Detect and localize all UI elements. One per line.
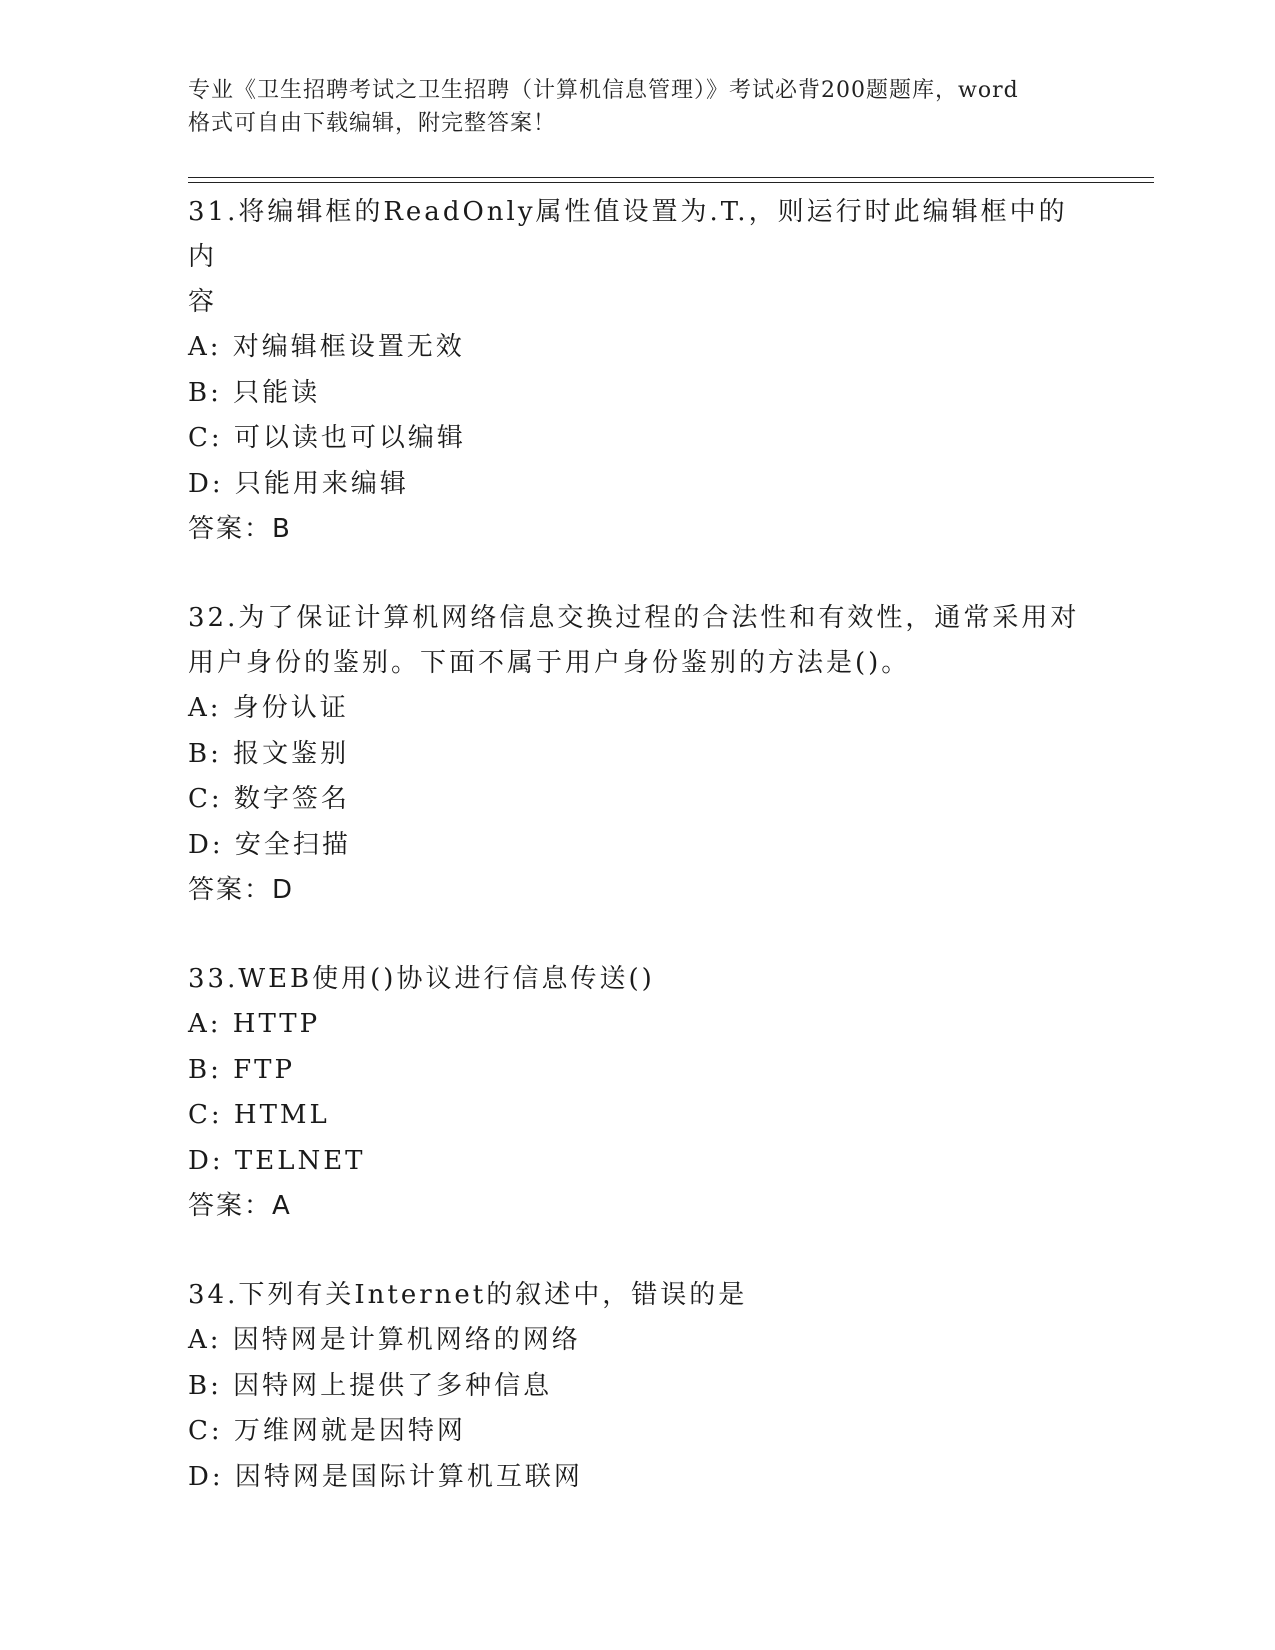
option-b: B: 报文鉴别: [188, 738, 350, 769]
option-a: A: 对编辑框设置无效: [188, 332, 465, 362]
answer: 答案：A: [188, 1191, 292, 1221]
question-stem: 34.下列有关Internet的叙述中，错误的是: [188, 1280, 748, 1310]
option-c: C: 数字签名: [188, 784, 350, 814]
option-a: A: 身份认证: [188, 693, 349, 723]
option-d: D: TELNET: [188, 1145, 366, 1176]
header-line-1: 专业《卫生招聘考试之卫生招聘（计算机信息管理）》考试必背200题题库，word: [188, 78, 1019, 103]
option-b: B: 因特网上提供了多种信息: [188, 1370, 553, 1401]
option-b: B: 只能读: [188, 377, 321, 408]
question-stem: 33.WEB使用()协议进行信息传送(): [188, 964, 655, 994]
option-d: D: 安全扫描: [188, 829, 351, 860]
question-34: [188, 1273, 1088, 1500]
question-32: [188, 596, 1088, 913]
header-line-2: 格式可自由下载编辑，附完整答案！: [188, 111, 557, 136]
answer: 答案：D: [188, 875, 295, 905]
option-c: C: 可以读也可以编辑: [188, 423, 466, 453]
question-stem-continued: 容: [188, 287, 218, 317]
option-c: C: HTML: [188, 1100, 330, 1130]
answer: 答案：B: [188, 514, 292, 544]
question-33: [188, 957, 1088, 1229]
option-a: A: 因特网是计算机网络的网络: [188, 1325, 581, 1355]
document-header: [188, 74, 1088, 140]
question-31: [188, 190, 1088, 552]
option-d: D: 因特网是国际计算机互联网: [188, 1461, 583, 1492]
question-list: [188, 190, 1088, 1500]
question-stem: 31.将编辑框的ReadOnly属性值设置为.T.，则运行时此编辑框中的内: [188, 197, 1068, 272]
question-stem-continued: 用户身份的鉴别。下面不属于用户身份鉴别的方法是()。: [188, 648, 911, 678]
option-d: D: 只能用来编辑: [188, 468, 409, 499]
option-c: C: 万维网就是因特网: [188, 1416, 466, 1446]
header-divider-top: [188, 177, 1154, 178]
question-stem: 32.为了保证计算机网络信息交换过程的合法性和有效性，通常采用对: [188, 603, 1080, 633]
header-divider-bottom: [188, 182, 1154, 183]
option-b: B: FTP: [188, 1054, 296, 1085]
option-a: A: HTTP: [188, 1009, 321, 1039]
